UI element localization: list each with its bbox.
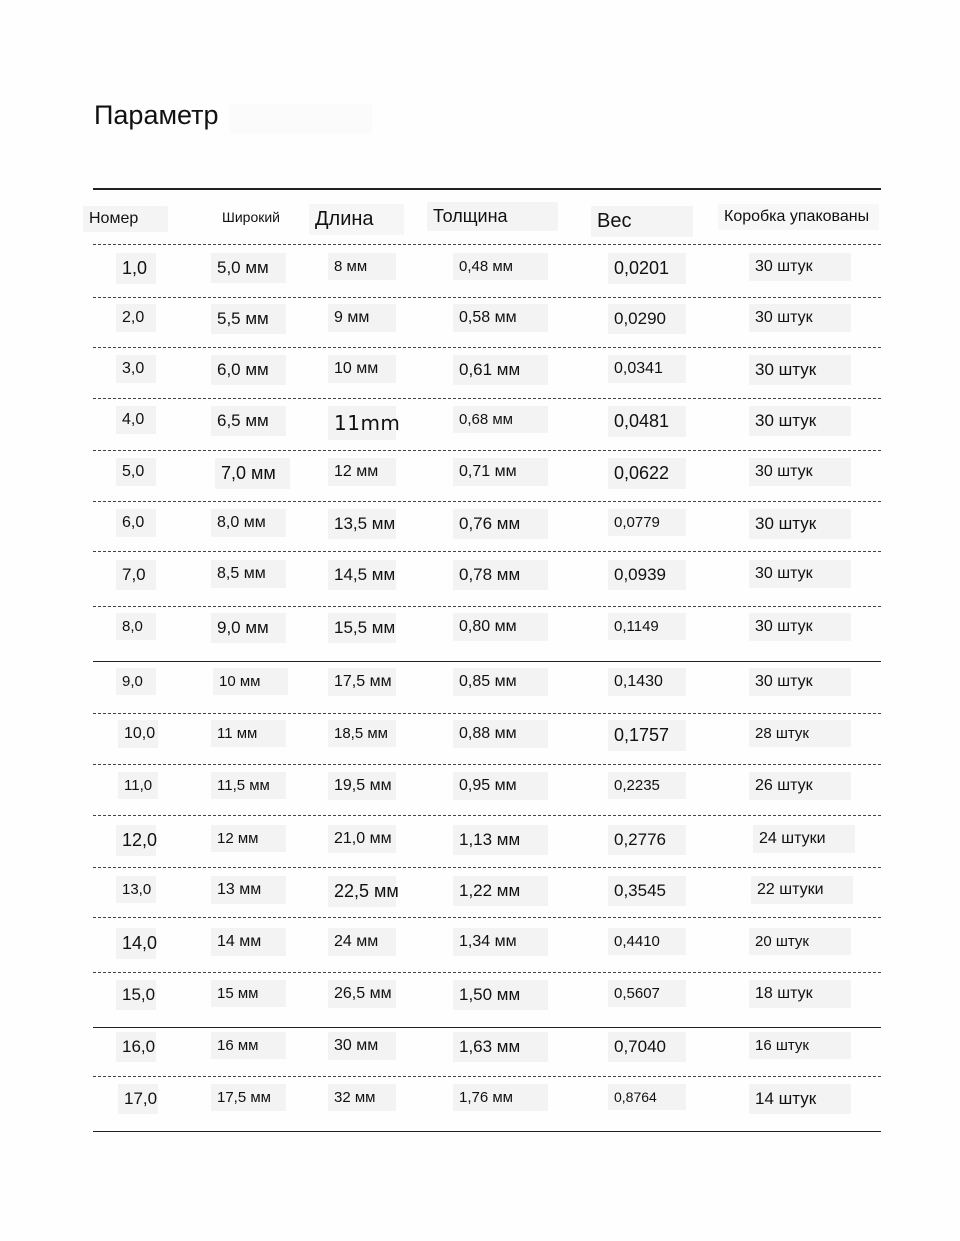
row-separator: [93, 764, 881, 765]
cell-width: 7,0 мм: [221, 463, 276, 484]
table-header-row: [0, 200, 960, 244]
row-separator: [93, 244, 881, 245]
cell-length: 9 мм: [334, 309, 369, 327]
cell-thickness: 0,88 мм: [459, 725, 517, 743]
cell-width: 17,5 мм: [217, 1089, 271, 1106]
cell-length: 32 мм: [334, 1089, 375, 1106]
cell-length: 15,5 мм: [334, 618, 395, 638]
cell-length: 8 мм: [334, 258, 367, 275]
cell-length: 12 мм: [334, 463, 378, 481]
cell-width: 9,0 мм: [217, 618, 269, 638]
cell-thickness: 0,48 мм: [459, 258, 513, 275]
header-width: Широкий: [222, 209, 280, 225]
cell-length: 26,5 мм: [334, 985, 392, 1003]
cell-thickness: 1,50 мм: [459, 985, 520, 1005]
cell-thickness: 0,85 мм: [459, 673, 517, 691]
cell-width: 14 мм: [217, 933, 261, 951]
cell-box-count: 16 штук: [755, 1037, 809, 1054]
cell-thickness: 1,76 мм: [459, 1089, 513, 1106]
cell-width: 5,5 мм: [217, 309, 269, 329]
cell-width: 16 мм: [217, 1037, 258, 1054]
header-weight: Вес: [597, 210, 631, 233]
row-separator: [93, 398, 881, 399]
cell-length: 18,5 мм: [334, 725, 388, 742]
row-separator: [93, 972, 881, 973]
cell-thickness: 0,95 мм: [459, 777, 517, 795]
row-separator: [93, 501, 881, 502]
cell-number: 16,0: [122, 1037, 155, 1057]
cell-number: 3,0: [122, 360, 144, 378]
table-top-rule: [93, 188, 881, 190]
cell-length: 30 мм: [334, 1037, 378, 1055]
cell-box-count: 30 штук: [755, 258, 813, 276]
cell-length: 11mm: [334, 411, 400, 435]
row-separator: [93, 1076, 881, 1077]
cell-box-count: 30 штук: [755, 411, 816, 431]
cell-number: 5,0: [122, 463, 144, 481]
cell-length: 24 мм: [334, 933, 378, 951]
cell-number: 14,0: [122, 933, 157, 954]
row-separator: [93, 297, 881, 298]
cell-width: 12 мм: [217, 830, 258, 847]
cell-box-count: 30 штук: [755, 360, 816, 380]
row-separator: [93, 450, 881, 451]
header-box-packed: Коробка упакованы: [724, 208, 869, 226]
cell-weight: 0,2235: [614, 777, 660, 794]
cell-box-count: 24 штуки: [759, 830, 826, 848]
cell-box-count: 22 штуки: [757, 881, 824, 899]
cell-weight: 0,0622: [614, 463, 669, 484]
cell-box-count: 30 штук: [755, 618, 813, 636]
row-separator: [93, 815, 881, 816]
page-title: Параметр: [94, 100, 219, 130]
cell-weight: 0,0201: [614, 258, 669, 279]
cell-box-count: 30 штук: [755, 673, 813, 691]
cell-width: 11 мм: [217, 725, 257, 742]
cell-box-count: 20 штук: [755, 933, 809, 950]
cell-width: 11,5 мм: [217, 777, 270, 794]
cell-length: 13,5 мм: [334, 514, 395, 534]
cell-box-count: 30 штук: [755, 565, 813, 583]
cell-weight: 0,4410: [614, 933, 660, 950]
cell-thickness: 0,76 мм: [459, 514, 520, 534]
cell-weight: 0,7040: [614, 1037, 666, 1057]
cell-weight: 0,1149: [614, 618, 659, 635]
cell-number: 11,0: [124, 777, 152, 794]
header-number: Номер: [89, 210, 138, 228]
row-separator: [93, 867, 881, 868]
cell-width: 5,0 мм: [217, 258, 269, 278]
cell-weight: 0,1430: [614, 673, 663, 691]
cell-length: 22,5 мм: [334, 881, 399, 902]
cell-box-count: 26 штук: [755, 777, 813, 795]
cell-number: 7,0: [122, 565, 146, 585]
cell-box-count: 30 штук: [755, 309, 813, 327]
row-separator: [93, 1027, 881, 1028]
row-separator: [93, 551, 881, 552]
cell-number: 13,0: [122, 881, 151, 898]
cell-length: 19,5 мм: [334, 777, 392, 795]
cell-weight: 0,8764: [614, 1089, 657, 1105]
cell-length: 17,5 мм: [334, 673, 392, 691]
cell-number: 8,0: [122, 618, 143, 635]
cell-box-count: 14 штук: [755, 1089, 816, 1109]
cell-weight: 0,0341: [614, 360, 663, 378]
cell-box-count: 30 штук: [755, 463, 813, 481]
cell-number: 10,0: [124, 725, 155, 743]
cell-number: 2,0: [122, 309, 144, 327]
cell-length: 14,5 мм: [334, 565, 395, 585]
cell-number: 6,0: [122, 514, 144, 532]
cell-width: 10 мм: [219, 673, 260, 690]
cell-weight: 0,3545: [614, 881, 666, 901]
cell-number: 17,0: [124, 1089, 157, 1109]
cell-weight: 0,0481: [614, 411, 669, 432]
cell-thickness: 0,80 мм: [459, 618, 517, 636]
cell-width: 6,5 мм: [217, 411, 269, 431]
row-separator: [93, 606, 881, 607]
cell-thickness: 1,13 мм: [459, 830, 520, 850]
cell-length: 21,0 мм: [334, 830, 392, 848]
header-thickness: Толщина: [433, 206, 508, 227]
cell-width: 8,5 мм: [217, 565, 266, 583]
cell-thickness: 0,68 мм: [459, 411, 513, 428]
cell-thickness: 0,61 мм: [459, 360, 520, 380]
cell-number: 9,0: [122, 673, 143, 690]
cell-width: 13 мм: [217, 881, 261, 899]
cell-thickness: 0,71 мм: [459, 463, 517, 481]
cell-box-count: 18 штук: [755, 985, 813, 1003]
cell-width: 8,0 мм: [217, 514, 266, 532]
cell-number: 12,0: [122, 830, 157, 851]
cell-thickness: 0,78 мм: [459, 565, 520, 585]
cell-width: 15 мм: [217, 985, 258, 1002]
cell-weight: 0,0939: [614, 565, 666, 585]
row-separator: [93, 713, 881, 714]
cell-number: 1,0: [122, 258, 147, 279]
cell-weight: 0,0779: [614, 514, 660, 531]
cell-weight: 0,0290: [614, 309, 666, 329]
cell-box-count: 28 штук: [755, 725, 809, 742]
cell-width: 6,0 мм: [217, 360, 269, 380]
cell-number: 15,0: [122, 985, 155, 1005]
row-separator: [93, 917, 881, 918]
cell-thickness: 0,58 мм: [459, 309, 517, 327]
cell-thickness: 1,34 мм: [459, 933, 517, 951]
cell-number: 4,0: [122, 411, 144, 429]
header-length: Длина: [315, 208, 374, 231]
row-separator: [93, 347, 881, 348]
cell-weight: 0,5607: [614, 985, 660, 1002]
cell-thickness: 1,63 мм: [459, 1037, 520, 1057]
title-blank-area: [230, 104, 372, 134]
cell-weight: 0,1757: [614, 725, 669, 746]
cell-thickness: 1,22 мм: [459, 881, 520, 901]
cell-weight: 0,2776: [614, 830, 666, 850]
cell-box-count: 30 штук: [755, 514, 816, 534]
row-separator: [93, 661, 881, 662]
table-bottom-rule: [93, 1131, 881, 1132]
cell-length: 10 мм: [334, 360, 378, 378]
